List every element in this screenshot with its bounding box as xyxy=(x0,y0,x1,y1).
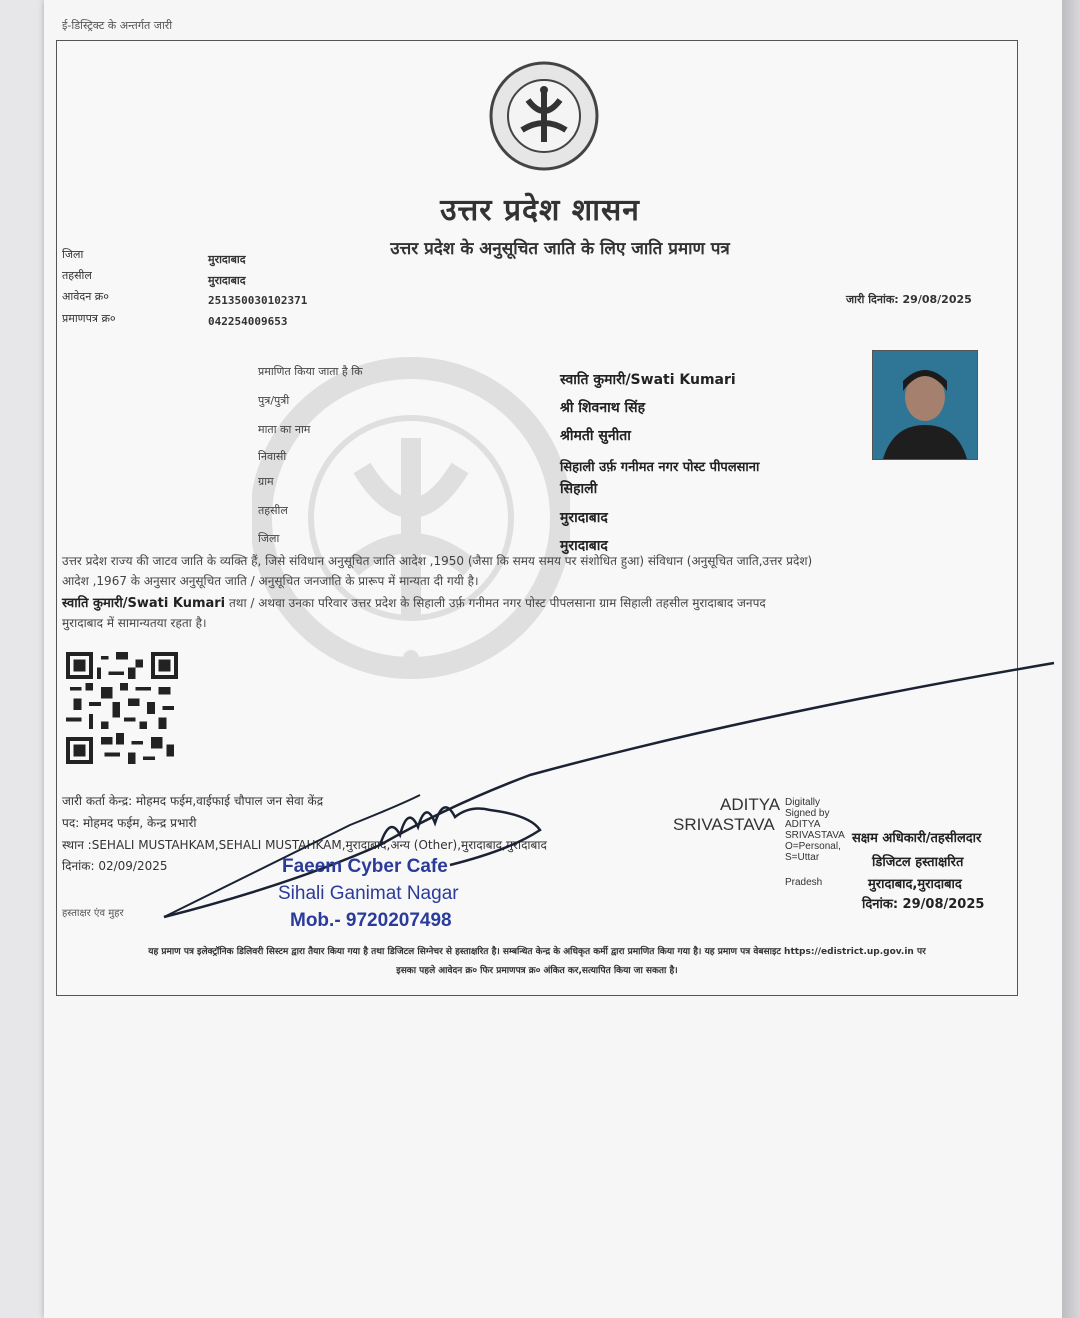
village-value: सिहाली xyxy=(560,481,598,497)
body-applicant-name: स्वाति कुमारी/Swati Kumari xyxy=(62,596,226,611)
official-place: मुरादाबाद,मुरादाबाद xyxy=(868,877,962,892)
district-value: मुरादाबाद xyxy=(208,253,246,266)
page-title: उत्तर प्रदेश शासन xyxy=(440,193,640,228)
field-tehsil-label: तहसील xyxy=(258,504,288,517)
certificate-subtitle: उत्तर प्रदेश के अनुसूचित जाति के लिए जाति प्रमाण पत्र xyxy=(390,239,730,259)
stamp-line-1: Faeem Cyber Cafe xyxy=(282,856,448,877)
issuer-post: पद: मोहमद फईम, केन्द्र प्रभारी xyxy=(62,816,197,830)
certified-label: प्रमाणित किया जाता है कि xyxy=(258,365,363,378)
father-name: श्री शिवनाथ सिंह xyxy=(560,400,646,416)
field-district-value: मुरादाबाद xyxy=(560,538,608,554)
top-note: ई-डिस्ट्रिक्ट के अन्तर्गत जारी xyxy=(62,19,173,32)
issuer-date: दिनांक: 02/09/2025 xyxy=(62,859,168,873)
tehsil-label: तहसील xyxy=(62,269,92,282)
mother-name: श्रीमती सुनीता xyxy=(560,428,631,444)
stamp-line-2: Sihali Ganimat Nagar xyxy=(278,883,459,904)
applicant-photo xyxy=(872,350,978,460)
footer-note-2: इसका पहले आवेदन क्र० फिर प्रमाणपत्र क्र० अंकित कर,सत्यापित किया जा सकता है। xyxy=(396,966,678,976)
field-tehsil-value: मुरादाबाद xyxy=(560,510,608,526)
issue-place: स्थान :SEHALI MUSTAHKAM,SEHALI MUSTAHKAM,मुरादाबाद,अन्य (Other),मुरादाबाद,मुरादाबाद xyxy=(62,838,547,852)
tehsil-value: मुरादाबाद xyxy=(208,274,246,287)
mother-label: माता का नाम xyxy=(258,423,311,436)
signer-last-name: SRIVASTAVA xyxy=(673,815,775,834)
digitally-signed-label: डिजिटल हस्ताक्षरित xyxy=(872,855,964,870)
certificate-number: 042254009653 xyxy=(208,315,288,328)
issuing-center: जारी कर्ता केन्द्र: मोहमद फईम,वाईफाई चौपाल जन सेवा केंद्र xyxy=(62,794,324,808)
up-government-emblem-icon xyxy=(488,60,600,172)
signature-seal-label: हस्ताक्षर एंव मुहर xyxy=(62,908,124,919)
body-line-3-text: तथा / अथवा उनका परिवार उत्तर प्रदेश के सिहाली उर्फ़ गनीमत नगर पोस्ट पीपलसाना ग्राम सिहाली तहसील मुरादाबाद जनपद xyxy=(225,596,766,610)
body-line-4: मुरादाबाद में सामान्यतया रहता है। xyxy=(62,616,207,630)
relation-label: पुत्र/पुत्री xyxy=(258,394,290,407)
application-number: 251350030102371 xyxy=(208,294,308,307)
official-designation: सक्षम अधिकारी/तहसीलदार xyxy=(852,831,982,846)
field-district-label: जिला xyxy=(258,532,280,545)
resident-address: सिहाली उर्फ़ गनीमत नगर पोस्ट पीपलसाना xyxy=(560,460,760,475)
stamp-line-3: Mob.- 9720207498 xyxy=(290,910,452,931)
digital-signature-details: Digitally Signed by ADITYA SRIVASTAVA O=Personal, S=Uttar Pradesh xyxy=(785,797,845,888)
body-line-3 xyxy=(62,594,992,613)
footer-note-1: यह प्रमाण पत्र इलेक्ट्रॉनिक डिलिवरी सिस्टम द्वारा तैयार किया गया है तथा डिजिटल सिग्नेचर से हस्ताक्षरित है। सम्बन्धित केन्द्र के अधिकृत कर्मी द्वारा प्रमाणित किया गया है। यह प्रमाण पत्र वेबसाइट https://edistrict.up.gov.in पर xyxy=(148,947,926,957)
district-label: जिला xyxy=(62,248,84,261)
certificate-number-label: प्रमाणपत्र क्र० xyxy=(62,312,116,325)
resident-label: निवासी xyxy=(258,450,287,463)
applicant-name: स्वाति कुमारी/Swati Kumari xyxy=(560,372,736,388)
application-label: आवेदन क्र० xyxy=(62,290,109,303)
body-line-2: आदेश ,1967 के अनुसार अनुसूचित जाति / अनुसूचित जनजाति के प्रारूप में मान्यता दी गयी है। xyxy=(62,574,479,588)
official-date: दिनांक: 29/08/2025 xyxy=(862,897,985,912)
village-label: ग्राम xyxy=(258,475,274,488)
body-line-1: उत्तर प्रदेश राज्य की जाटव जाति के व्यक्ति हैं, जिसे संविधान अनुसूचित जाति आदेश ,1950 (जैसा कि समय समय पर संशोधित हुआ) संविधान (अनुसूचित जाति,उत्तर प्रदेश) xyxy=(62,554,813,568)
signer-first-name: ADITYA xyxy=(720,795,781,814)
issue-date: जारी दिनांक: 29/08/2025 xyxy=(846,293,972,306)
